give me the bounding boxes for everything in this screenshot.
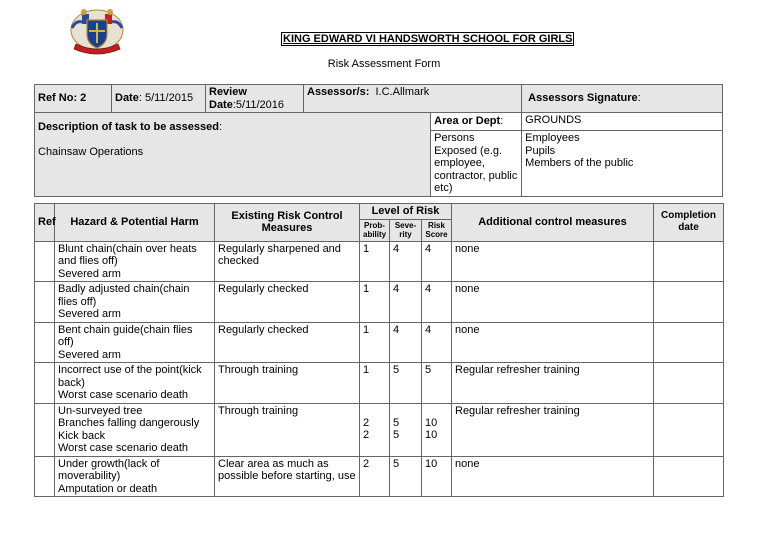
prob-cell: 2 2	[360, 403, 390, 456]
table-row	[35, 456, 724, 497]
score-cell: 4	[422, 282, 452, 323]
existing-cell: Regularly sharpened and checked	[215, 241, 360, 282]
hazard-cell: Incorrect use of the point(kick back) Worst case scenario death	[55, 363, 215, 404]
hazard-cell: Under growth(lack of moverability) Amputation or death	[55, 456, 215, 497]
existing-cell: Clear area as much as possible before starting, use	[215, 456, 360, 497]
sev-cell: 4	[390, 282, 422, 323]
score-cell: 4	[422, 322, 452, 363]
col-level: Level of Risk	[360, 204, 452, 220]
form-title: Risk Assessment Form	[327, 58, 441, 70]
sev-cell: 5 5	[390, 403, 422, 456]
task-value: Chainsaw Operations	[38, 145, 144, 158]
table-row	[35, 241, 724, 282]
assessor-cell: Assessor/s: I.C.Allmark	[304, 85, 522, 113]
col-score: Risk Score	[422, 219, 452, 241]
hazard-cell: Blunt chain(chain over heats and flies off) Severed arm	[55, 241, 215, 282]
school-name: KING EDWARD VI HANDSWORTH SCHOOL FOR GIRLS	[283, 33, 573, 45]
signature-cell: Assessors Signature:	[522, 85, 723, 113]
persons-value: Employees Pupils Members of the public	[522, 131, 723, 197]
review-date-cell: Review Date:5/11/2016	[206, 85, 304, 113]
table-row	[35, 322, 724, 363]
col-hazard: Hazard & Potential Harm	[55, 204, 215, 242]
col-existing: Existing Risk Control Measures	[215, 204, 360, 242]
score-cell: 5	[422, 363, 452, 404]
existing-cell: Through training	[215, 363, 360, 404]
prob-cell: 1	[360, 241, 390, 282]
table-row	[35, 363, 724, 404]
sev-cell: 4	[390, 241, 422, 282]
table-row	[35, 282, 724, 323]
existing-cell: Regularly checked	[215, 322, 360, 363]
col-ref: Ref	[35, 204, 55, 242]
sev-cell: 4	[390, 322, 422, 363]
additional-cell: none	[452, 322, 654, 363]
existing-cell: Through training	[215, 403, 360, 456]
additional-cell: none	[452, 241, 654, 282]
school-crest-icon	[68, 6, 126, 58]
date-cell: Date: 5/11/2015	[112, 85, 206, 113]
ref-no: Ref No: 2	[35, 85, 112, 113]
col-sev: Seve-rity	[390, 219, 422, 241]
additional-cell: Regular refresher training	[452, 363, 654, 404]
score-cell: 10	[422, 456, 452, 497]
additional-cell: Regular refresher training	[452, 403, 654, 456]
hazard-cell: Bent chain guide(chain flies off) Severed arm	[55, 322, 215, 363]
sev-cell: 5	[390, 456, 422, 497]
table-row	[35, 403, 724, 456]
persons-label: Persons Exposed (e.g. employee, contractor, public etc)	[431, 131, 522, 197]
assessment-info-table	[34, 84, 723, 197]
prob-cell: 2	[360, 456, 390, 497]
area-label-cell: Area or Dept:	[431, 113, 522, 131]
score-cell: 10 10	[422, 403, 452, 456]
existing-cell: Regularly checked	[215, 282, 360, 323]
hazard-cell: Un-surveyed tree Branches falling dangerously Kick back Worst case scenario death	[55, 403, 215, 456]
task-label: Description of task to be assessed	[38, 121, 219, 133]
col-prob: Prob-ability	[360, 219, 390, 241]
prob-cell: 1	[360, 282, 390, 323]
prob-cell: 1	[360, 363, 390, 404]
score-cell: 4	[422, 241, 452, 282]
sev-cell: 5	[390, 363, 422, 404]
risk-table	[34, 203, 724, 497]
col-completion: Completion date	[654, 204, 724, 242]
additional-cell: none	[452, 282, 654, 323]
additional-cell: none	[452, 456, 654, 497]
area-value: GROUNDS	[522, 113, 723, 131]
prob-cell: 1	[360, 322, 390, 363]
hazard-cell: Badly adjusted chain(chain flies off) Severed arm	[55, 282, 215, 323]
col-additional: Additional control measures	[452, 204, 654, 242]
task-cell: Description of task to be assessed: Chainsaw Operations	[35, 113, 431, 197]
